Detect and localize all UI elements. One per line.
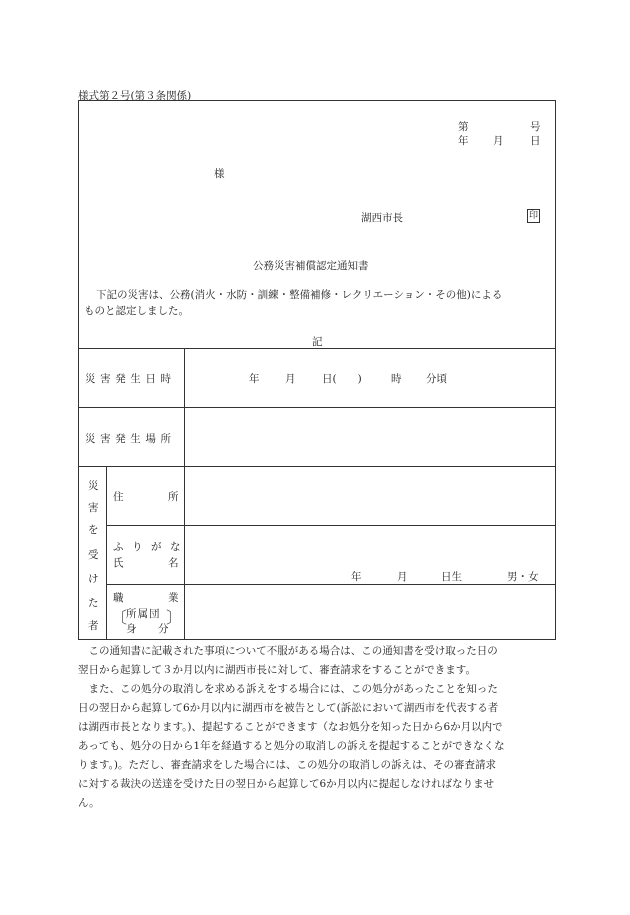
body-line-2: ものと認定しました。 [84, 305, 189, 317]
note-center: 記 [312, 336, 323, 348]
victim-column-line [106, 466, 107, 639]
sex-choice: 男・女 [507, 571, 539, 583]
notice-section [78, 642, 560, 813]
notice-p2-line7: ん。 [78, 797, 100, 809]
victim-label-char-4: 受 [88, 549, 99, 561]
victim-label-char-2: 害 [88, 502, 99, 514]
right-bracket-icon: 〕 [166, 608, 183, 627]
victim-label-char-6: た [88, 597, 99, 609]
row-line-2 [79, 466, 555, 467]
number-suffix: 号 [530, 121, 541, 133]
victim-label-char-1: 災 [88, 480, 99, 492]
address-label-a: 住 [113, 491, 124, 503]
victim-label-char-5: け [88, 573, 99, 585]
birth-year: 年 [351, 571, 362, 583]
form-number: 様式第２号(第３条関係) [78, 90, 192, 102]
name-label-b: 名 [168, 557, 179, 569]
victim-label-char-7: 者 [88, 620, 99, 632]
notice-p2-line2: 日の翌日から起算して6か月以内に湖西市を被告として(訴訟において湖西市を代表する者 [78, 702, 499, 714]
notice-p1-line1: この通知書に記載された事項について不服がある場合は、この通知書を受け取った日の [88, 645, 498, 657]
occurrence-day: 日( ) [322, 373, 362, 385]
issuer: 湖西市長 [361, 212, 403, 224]
place-label: 災害発生場所 [85, 433, 176, 445]
status-label-b: 分 [158, 623, 169, 635]
form-frame [78, 100, 556, 640]
name-label-a: 氏 [113, 557, 124, 569]
address-label-b: 所 [168, 491, 179, 503]
table-top-line [79, 348, 555, 349]
notice-p2-line6: に対する裁決の送達を受けた日の翌日から起算して6か月以内に提起しなければなりませ [78, 778, 495, 790]
date-day: 日 [530, 135, 541, 147]
occurrence-minute: 分頃 [426, 373, 447, 385]
affiliation-label: 所属団 [126, 608, 161, 620]
left-bracket-icon: 〔 [111, 608, 128, 627]
notice-p1-line2: 翌日から起算して３か月以内に湖西市長に対して、審査請求をすることができます。 [78, 664, 476, 676]
occurrence-year: 年 [249, 373, 260, 385]
birth-month: 月 [397, 571, 408, 583]
row-line-1 [79, 407, 555, 408]
addressee-suffix: 様 [214, 168, 225, 180]
row-line-4 [106, 584, 555, 585]
furigana-label: ふりがな [113, 541, 189, 553]
seal-mark: 印 [528, 211, 538, 221]
document-title: 公務災害補償認定通知書 [253, 260, 369, 272]
occurrence-month: 月 [285, 373, 296, 385]
notice-p2-line5: ります。)。ただし、審査請求をした場合には、この処分の取消しの訴えは、その審査請求 [78, 759, 497, 771]
notice-p2-line4: あっても、処分の日から1年を経過すると処分の取消しの訴えを提起することができなくな [78, 740, 505, 752]
date-month: 月 [493, 135, 504, 147]
victim-label-char-3: を [88, 524, 99, 536]
row-line-3 [106, 525, 555, 526]
occupation-label-a: 職 [113, 592, 124, 604]
birth-day: 日生 [441, 571, 462, 583]
date-year: 年 [458, 135, 469, 147]
body-line-1: 下記の災害は、公務(消火・水防・訓練・整備補修・レクリエーション・その他)による [96, 289, 503, 301]
notice-p2-line1: また、この処分の取消しを求める訴えをする場合には、この処分があったことを知った [88, 683, 498, 695]
occurrence-hour: 時 [391, 373, 402, 385]
status-label-a: 身 [126, 623, 137, 635]
notice-p2-line3: は湖西市長となります。)、提起することができます（なお処分を知った日から6か月以内で [78, 721, 503, 733]
date-label: 災害発生日時 [85, 373, 176, 385]
label-column-line [184, 348, 185, 639]
number-prefix: 第 [458, 121, 469, 133]
occupation-label-b: 業 [168, 592, 179, 604]
